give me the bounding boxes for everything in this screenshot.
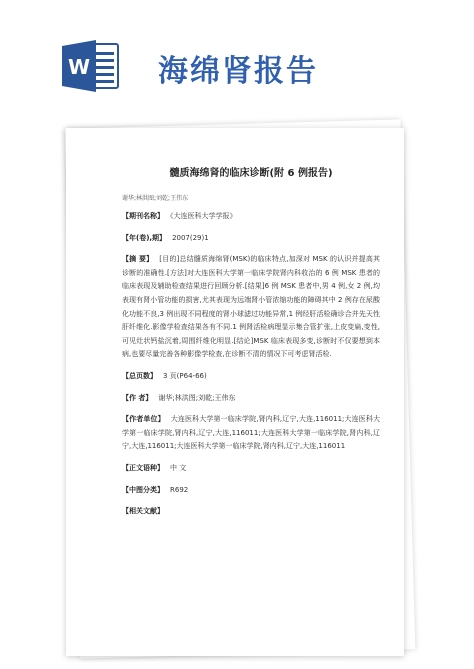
field-value: 3 页(P64-66) <box>163 371 207 380</box>
header-banner <box>0 0 474 125</box>
field-journal <box>122 210 380 224</box>
field-label: 【中图分类】 <box>122 485 164 494</box>
field-value: 《大连医科大学学报》 <box>170 212 237 220</box>
field-value: 谢华;林洪图;刘乾;王伟东 <box>158 393 236 402</box>
field-abstract <box>122 253 380 362</box>
field-classification <box>122 484 380 498</box>
field-value: 2007(29)1 <box>172 233 209 242</box>
field-authors <box>122 392 380 406</box>
field-language <box>122 462 380 476</box>
document-page <box>66 128 404 656</box>
field-label: 【年(卷),期】 <box>122 233 167 242</box>
field-label: 【总页数】 <box>122 371 157 380</box>
field-value: 中 文 <box>170 463 187 472</box>
authors-line: 谢华;林洪图;刘乾;王伟东 <box>122 195 189 202</box>
document-title: 髓质海绵肾的临床诊断(附 6 例报告) <box>169 168 333 179</box>
field-related <box>122 505 380 519</box>
word-document-icon <box>62 40 120 92</box>
field-label: 【作者单位】 <box>122 415 165 424</box>
banner-title: 海绵肾报告 <box>158 54 318 89</box>
field-value: [目的]总结髓质海绵肾(MSK)的临床特点,加深对 MSK 的认识并提高其诊断的准确性.[方法]对大连医科大学第一临床学院肾内科收治的 6 例 MSK 患者的临床表现及辅助检查结果进行回顾分析.[结果]6 例 MSK 患者中,男 4 例,女 2 例,均表现有肾小管功能的损害,尤其表现为远端肾小管浓缩功能的障碍其中 2 例存在尿酸化功能不良,3 例出现不同程度的肾小球滤过功能异常,1 例经肝活检确诊合并先天性肝纤维化.影像学检查结果各有不同.1 例肾活检病理显示集合管扩张,上皮变扁,变性,可见灶状钙盐沉着,周围纤维化明显.[结论]MSK 临床表现多变,诊断时不仅要想到本病,也要尽量完善各种影像学检查,在诊断不清的情况下可考虑肾活检. <box>122 255 380 359</box>
field-pages <box>122 370 380 384</box>
document-content <box>122 164 380 527</box>
field-label: 【摘 要】 <box>122 255 154 264</box>
field-value: 大连医科大学第一临床学院,肾内科,辽宁,大连,116011;大连医科大学第一临床学院,肾内科,辽宁,大连,116011;大连医科大学第一临床学院,肾内科,辽宁,大连,116011;大连医科大学第一临床学院,肾内科,辽宁,大连,116011 <box>122 415 380 451</box>
field-label: 【作 者】 <box>122 393 153 402</box>
field-label: 【期刊名称】 <box>122 212 164 220</box>
logo-letter: W <box>67 55 91 79</box>
field-label: 【正文语种】 <box>122 463 164 472</box>
field-label: 【相关文献】 <box>122 507 164 516</box>
field-volume <box>122 232 380 246</box>
field-value: R692 <box>170 485 189 494</box>
field-affiliation <box>122 413 380 454</box>
